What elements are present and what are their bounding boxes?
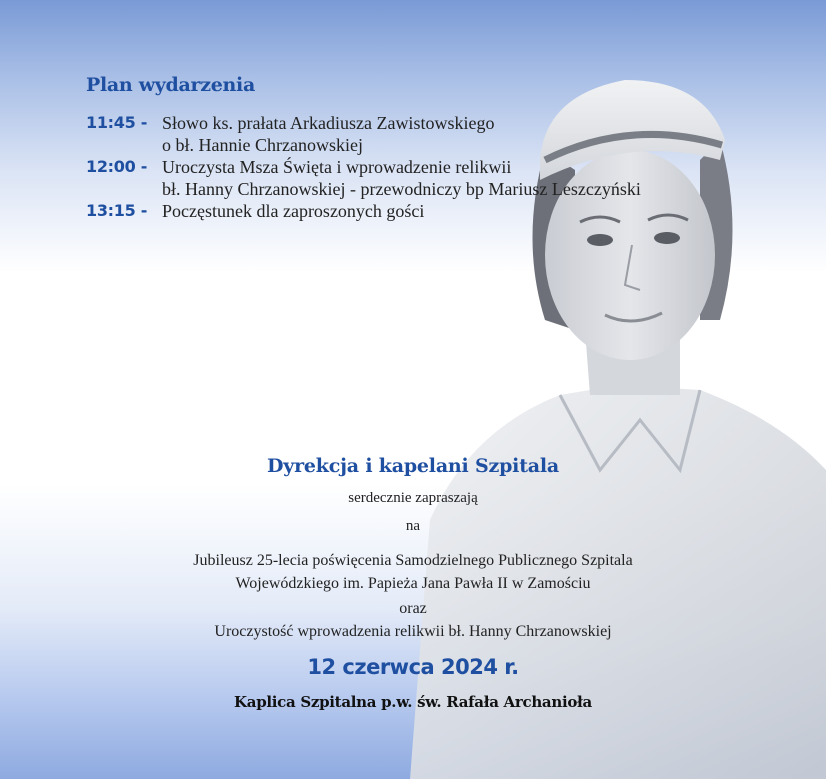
schedule-text (162, 112, 494, 156)
event-date: 12 czerwca 2024 r. (307, 655, 519, 679)
schedule-line: Poczęstunek dla zaproszonych gości (162, 201, 425, 221)
schedule-line: Słowo ks. prałata Arkadiusza Zawistowskiego (162, 113, 495, 133)
event-line-3: oraz (399, 600, 427, 617)
schedule-line: Uroczysta Msza Święta i wprowadzenie relikwii (162, 157, 512, 177)
invite-text: serdecznie zapraszają (348, 490, 478, 506)
schedule-line: bł. Hanny Chrzanowskiej - przewodniczy bp Mariusz Leszczyński (162, 179, 641, 199)
schedule-item (86, 156, 786, 200)
schedule-item (86, 112, 786, 156)
schedule-line: o bł. Hannie Chrzanowskiej (162, 135, 363, 155)
event-line-2: Wojewódzkiego im. Papieża Jana Pawła II w Zamościu (235, 575, 591, 592)
organizer-heading: Dyrekcja i kapelani Szpitala (266, 455, 560, 477)
schedule-text (162, 200, 424, 222)
event-venue: Kaplica Szpitalna p.w. św. Rafała Archanioła (234, 693, 592, 711)
schedule-time: 12:00 - (86, 157, 148, 176)
na-text: na (405, 518, 421, 534)
plan-title: Plan wydarzenia (86, 74, 255, 96)
schedule-time: 11:45 - (86, 113, 148, 132)
schedule-list (86, 112, 786, 222)
event-line-4: Uroczystość wprowadzenia relikwii bł. Hanny Chrzanowskiej (214, 623, 612, 640)
event-line-1: Jubileusz 25-lecia poświęcenia Samodzielnego Publicznego Szpitala (193, 552, 633, 569)
schedule-item (86, 200, 786, 222)
schedule-time: 13:15 - (86, 201, 148, 220)
schedule-text (162, 156, 641, 200)
